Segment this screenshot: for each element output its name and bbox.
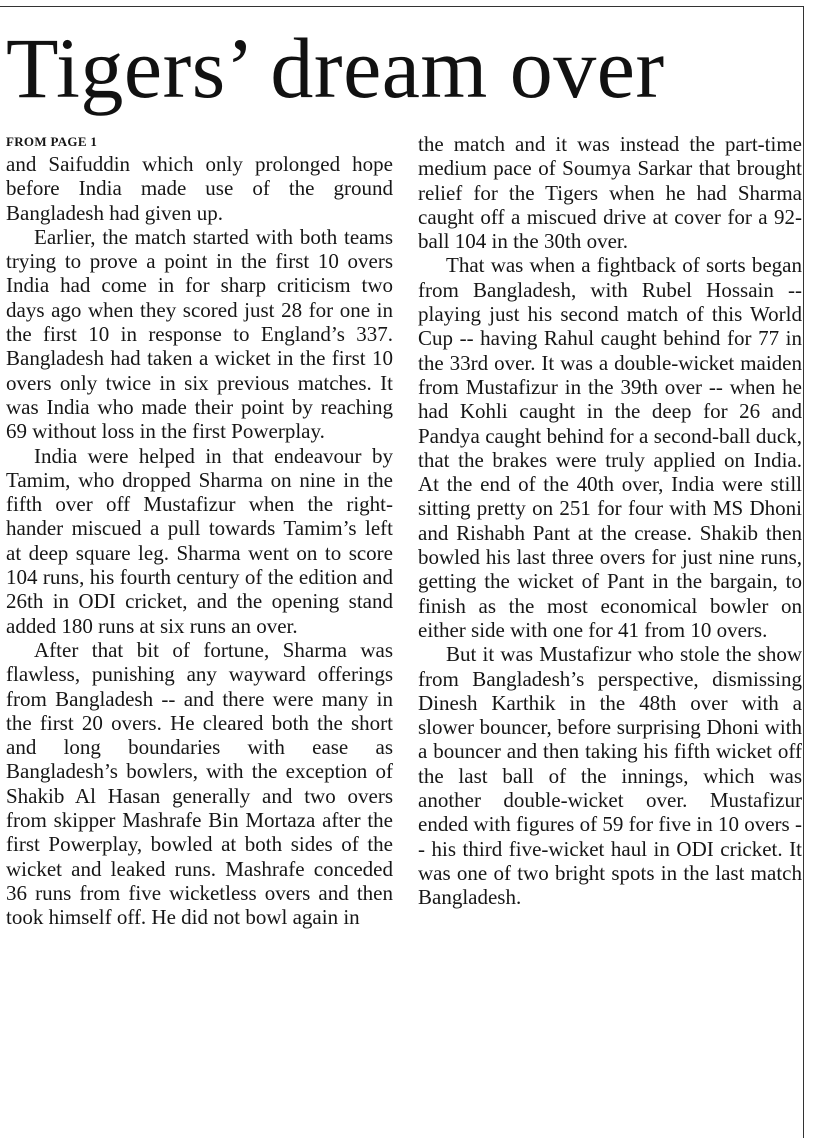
right-paragraphs xyxy=(418,132,802,910)
paragraph: India were helped in that endeavour by Tamim, who dropped Sharma on nine in the fifth over off Mustafizur when the right-hander miscued a pull towards Tamim’s left at deep square leg. Sharma went on to score 104 runs, his fourth century of the edition and 26th in ODI cricket, and the opening stand added 180 runs at six runs an over. xyxy=(6,443,393,638)
paragraph: and Saifuddin which only prolonged hope before India made use of the ground Bangladesh had given up. xyxy=(6,152,393,225)
right-rule xyxy=(803,6,804,1138)
right-column xyxy=(418,132,802,910)
paragraph: That was when a fightback of sorts began from Bangladesh, with Rubel Hossain -- playing just his second match of this World Cup -- having Rahul caught behind for 77 in the 33rd over. It was a double-wicket maiden from Mustafizur in the 39th over -- when he had Kohli caught in the deep for 26 and Pandya caught behind for a second-ball duck, that the brakes were truly applied on India. At the end of the 40th over, India were still sitting pretty on 251 for four with MS Dhoni and Rishabh Pant at the crease. Shakib then bowled his last three overs for just nine runs, getting the wicket of Pant in the bargain, to finish as the most economical bowler on either side with one for 41 from 10 overs. xyxy=(418,253,802,642)
headline: Tigers’ dream over xyxy=(6,20,665,116)
top-rule xyxy=(0,6,804,7)
left-column xyxy=(6,131,393,930)
paragraph: Earlier, the match started with both teams trying to prove a point in the first 10 overs India had come in for sharp criticism two days ago when they scored just 28 for one in the first 10 in response to England’s 337. Bangladesh had taken a wicket in the first 10 overs only twice in six previous matches. It was India who made their point by reaching 69 without loss in the first Powerplay. xyxy=(6,224,393,444)
paragraph: But it was Mustafizur who stole the show from Bangladesh’s perspective, dismissing Dinesh Karthik in the 48th over with a slower bouncer, before surprising Dhoni with a bouncer and then taking his fifth wicket off the last ball of the innings, which was another double-wicket over. Mustafizur ended with figures of 59 for five in 10 overs -- his third five-wicket haul in ODI cricket. It was one of two bright spots in the last match Bangladesh. xyxy=(418,642,802,910)
paragraph: the match and it was instead the part-time medium pace of Soumya Sarkar that brought relief for the Tigers when he had Sharma caught off a miscued drive at cover for a 92-ball 104 in the 30th over. xyxy=(418,132,802,254)
kicker: FROM PAGE 1 xyxy=(6,134,98,149)
left-paragraphs xyxy=(6,152,393,930)
paragraph: After that bit of fortune, Sharma was flawless, punishing any wayward offerings from Bangladesh -- and there were many in the first 20 overs. He cleared both the short and long boundaries with ease as Bangladesh’s bowlers, with the exception of Shakib Al Hasan generally and two overs from skipper Mashrafe Bin Mortaza after the first Powerplay, bowled at both sides of the wicket and leaked runs. Mashrafe conceded 36 runs from five wicketless overs and then took himself off. He did not bowl again in xyxy=(6,637,393,930)
